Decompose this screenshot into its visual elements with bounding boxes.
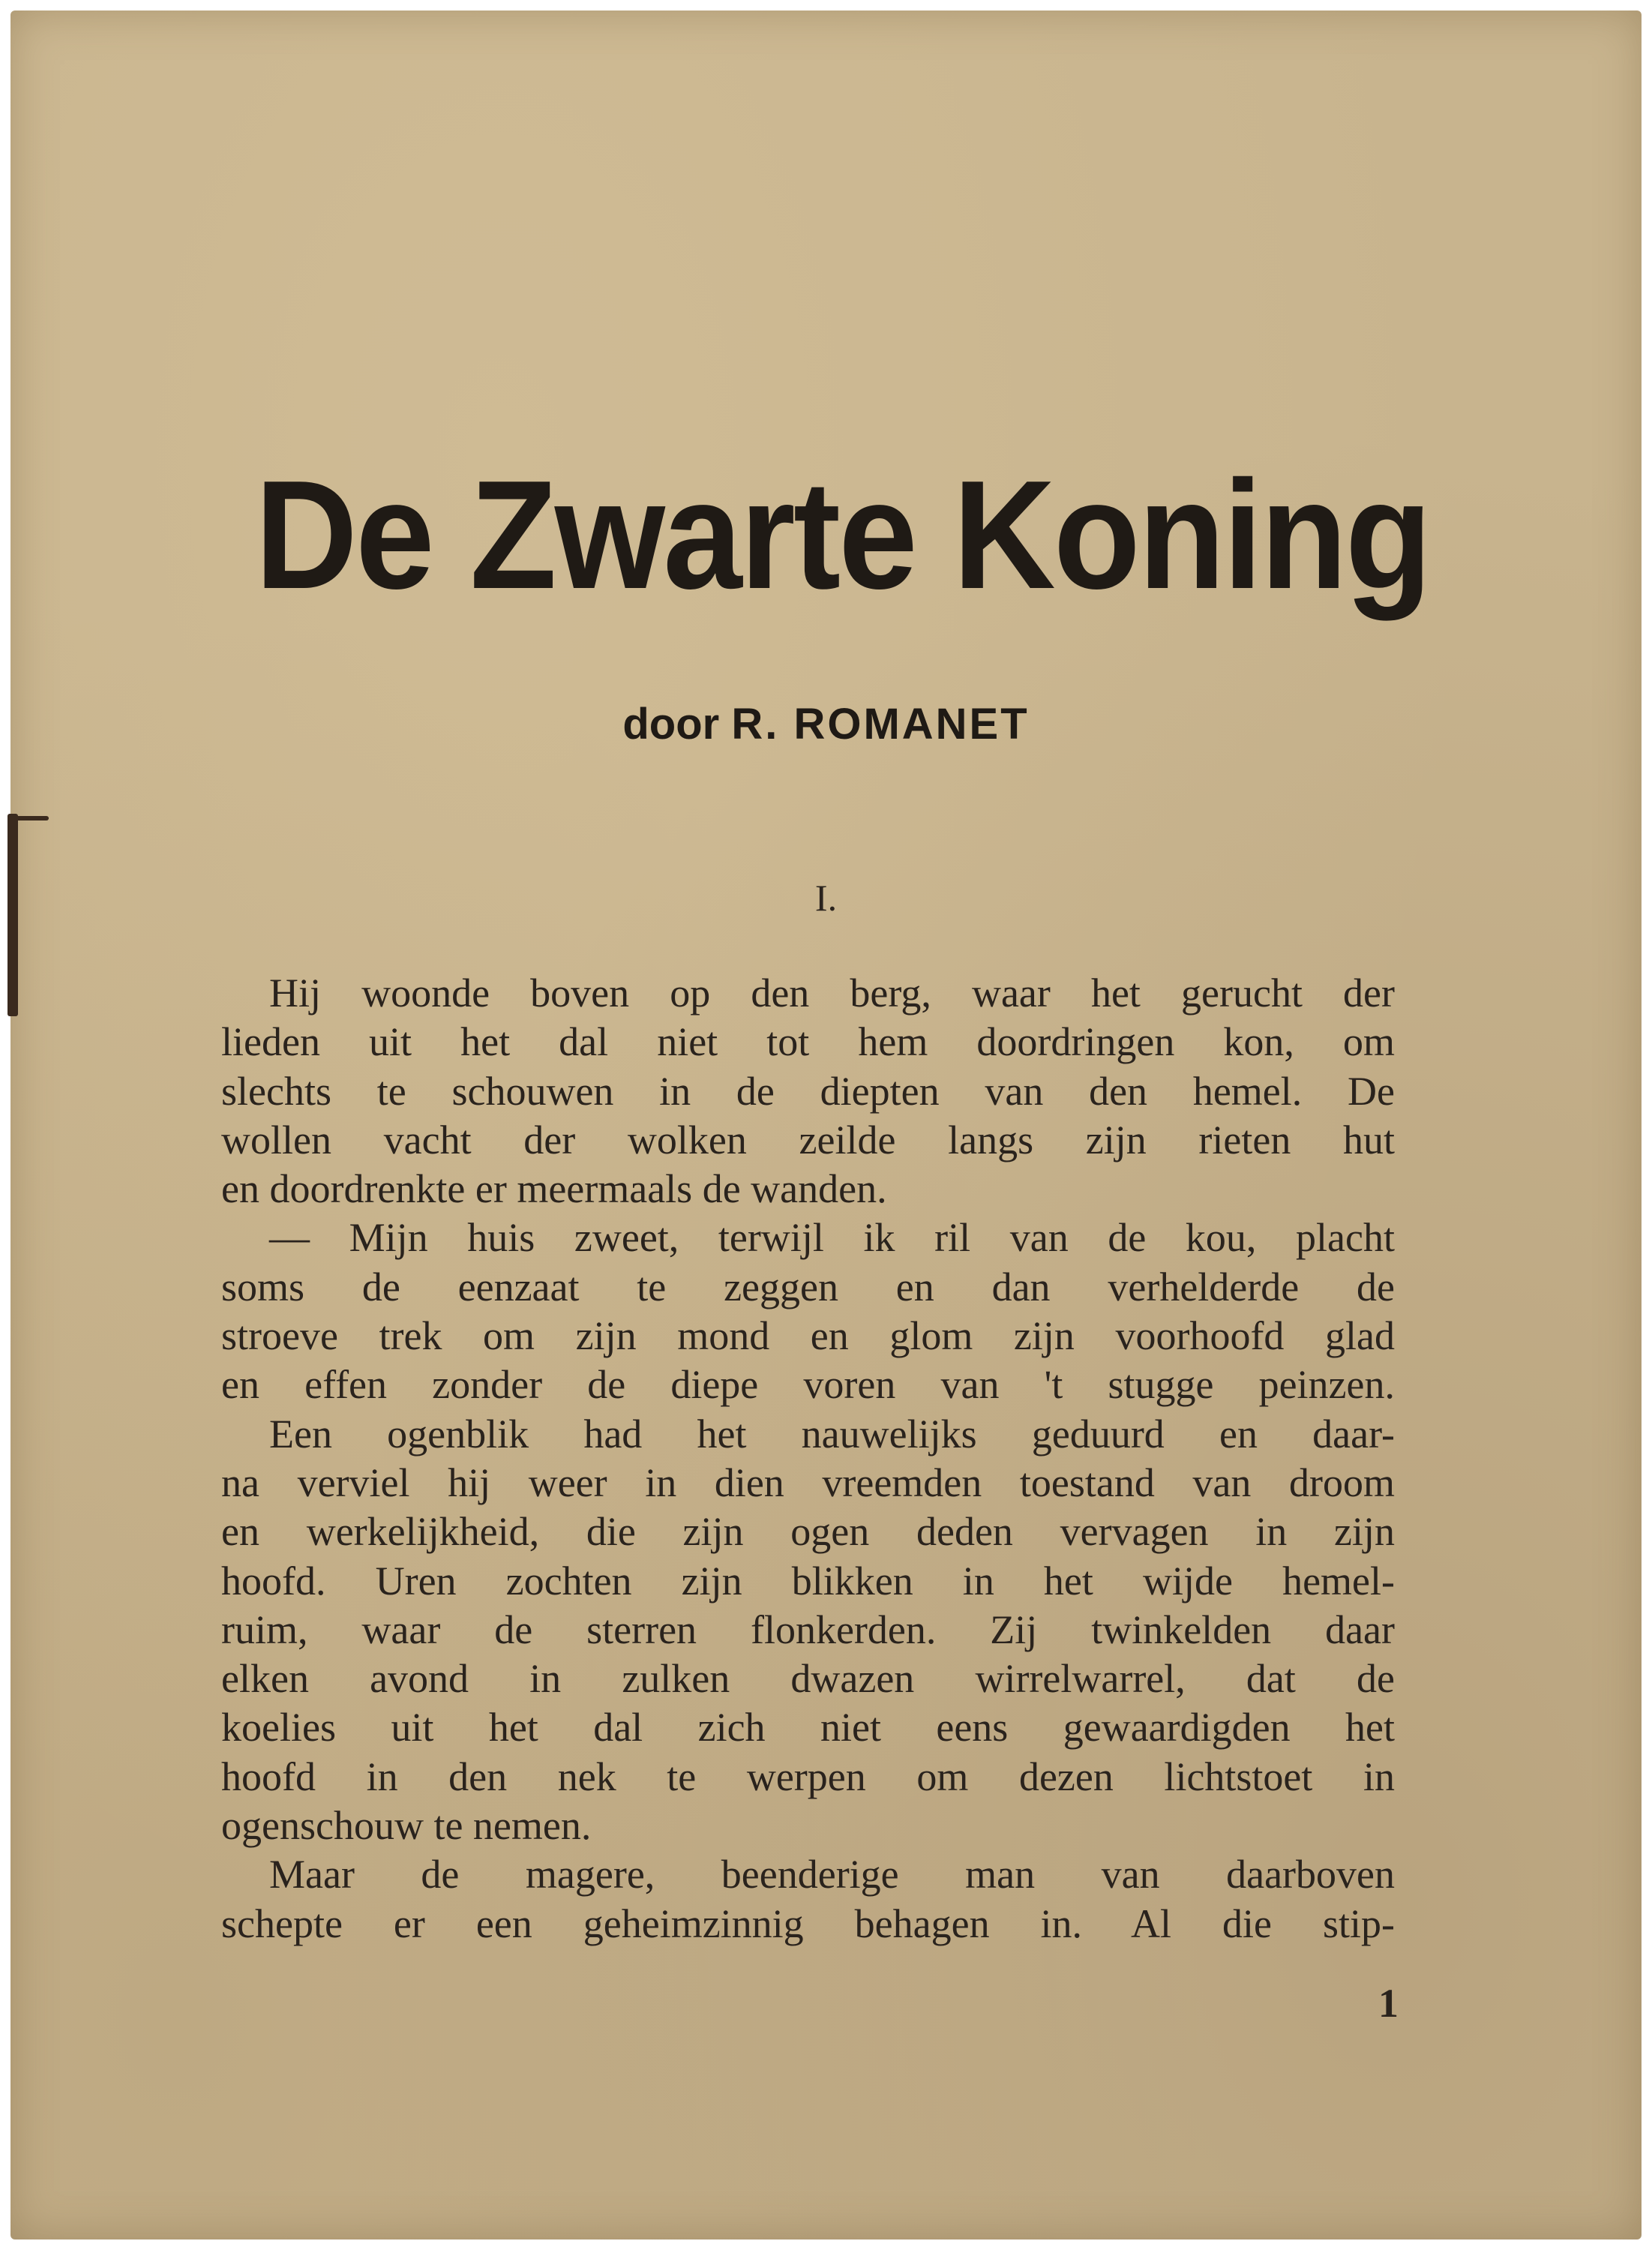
text-line: koelies uit het dal zich niet eens gewaardigden het [221, 1705, 1395, 1750]
text-line: lieden uit het dal niet tot hem doordringen kon, om [221, 1019, 1395, 1065]
byline-author: R. ROMANET [731, 700, 1030, 748]
text-line: ogenschouw te nemen. [221, 1803, 592, 1849]
text-line: Maar de magere, beenderige man van daarboven [269, 1852, 1395, 1898]
text-line: ruim, waar de sterren flonkerden. Zij twinkelden daar [221, 1606, 1395, 1652]
text-line: Hij woonde boven op den berg, waar het gerucht der [269, 970, 1395, 1016]
byline-prefix: door [622, 700, 720, 748]
text-line: en doordrenkte er meermaals de wanden. [221, 1166, 887, 1212]
text-line: wollen vacht der wolken zeilde langs zijn rieten hut [221, 1117, 1395, 1162]
text-line: — Mijn huis zweet, terwijl ik ril van de kou, placht [269, 1215, 1395, 1261]
body-text [221, 969, 1395, 1948]
text-line: Een ogenblik had het nauwelijks geduurd en daar- [269, 1411, 1395, 1456]
text-line: elken avond in zulken dwazen wirrelwarrel, dat de [221, 1656, 1395, 1702]
text-line: schepte er een geheimzinnig behagen in. Al die stip- [221, 1900, 1395, 1946]
page-number: 1 [1378, 1981, 1399, 2026]
text-line: hoofd in den nek te werpen om dezen lichtstoet in [221, 1754, 1395, 1799]
text-line: en werkelijkheid, die zijn ogen deden vervagen in zijn [221, 1509, 1395, 1555]
text-line: na verviel hij weer in dien vreemden toestand van droom [221, 1460, 1395, 1505]
book-title: De Zwarte Koning [255, 448, 1430, 621]
text-line: stroeve trek om zijn mond en glom zijn voorhoofd glad [221, 1313, 1395, 1359]
text-line: soms de eenzaat te zeggen en dan verhelderde de [221, 1264, 1395, 1310]
text-line: slechts te schouwen in de diepten van den hemel. De [221, 1068, 1395, 1114]
chapter-number: I. [814, 877, 838, 919]
text-line: en effen zonder de diepe voren van 't stugge peinzen. [221, 1362, 1395, 1408]
byline [0, 699, 1652, 749]
binding-thread-tip [7, 816, 49, 820]
text-line: hoofd. Uren zochten zijn blikken in het wijde hemel- [221, 1558, 1395, 1604]
